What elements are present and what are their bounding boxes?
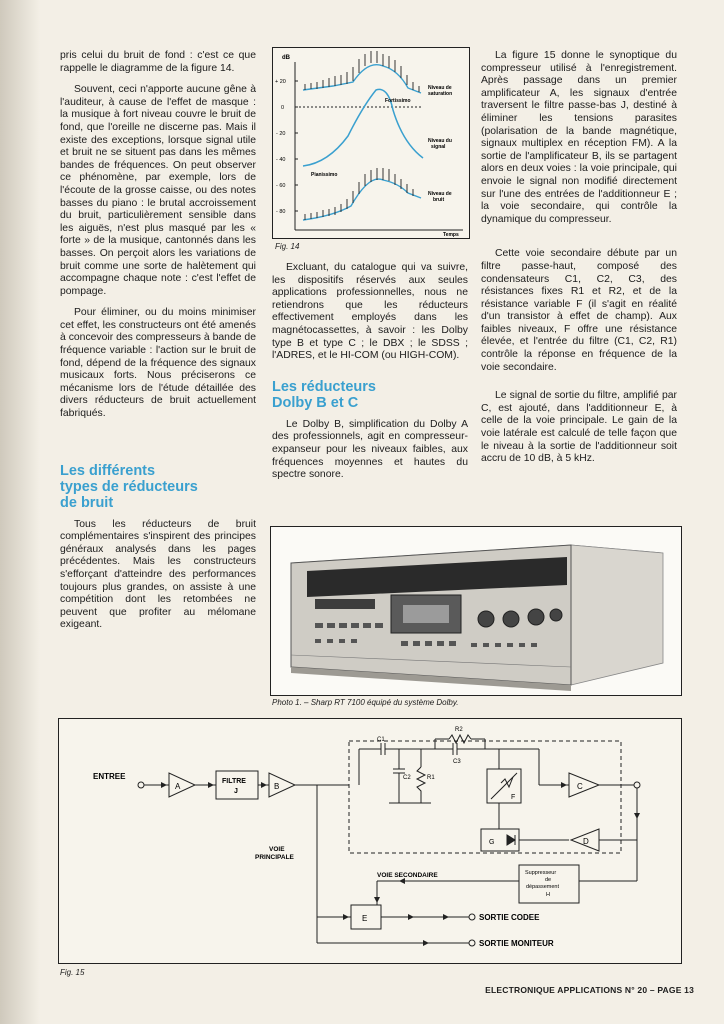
- fig14-unit: dB: [282, 55, 290, 61]
- fig15-entree: ENTREE: [93, 772, 126, 781]
- svg-text:bruit: bruit: [433, 197, 445, 203]
- paragraph: Le signal de sortie du filtre, amplifié par C, est ajouté, dans l'additionneur E, à celle de la voie principale. Le gain de la voie latérale est calculé de telle façon que le niveau à la sortie de l'additionneur soit accru de 10 dB, à 5 kHz.: [481, 390, 677, 465]
- fig15-label-G: G: [489, 839, 495, 846]
- fig14-label-bruit: Niveau de: [428, 191, 452, 197]
- figure-15: [58, 718, 682, 964]
- section-heading: Les différents types de réducteurs de bruit: [60, 462, 198, 511]
- svg-text:signal: signal: [431, 144, 446, 150]
- fig14-label-time: Temps: [443, 232, 459, 238]
- fig15-label-C2: C2: [403, 775, 411, 781]
- fig14-saturation-curve: [303, 65, 421, 93]
- amp-B: [269, 773, 295, 797]
- fig14-chart: [273, 48, 469, 238]
- paragraph: Excluant, du catalogue qui va suivre, les dispositifs réservés aux seules applications professionnelles, nous ne retiendrons que les réducteurs effectivement employés dans les magnétocassettes, à savoir : les Dolby type B et type C ; le DBX ; le SDSS ; l'ADRES, et le HI-COM (ou HIGH-COM).: [272, 262, 468, 362]
- fig15-block-diagram: [59, 719, 681, 963]
- svg-text:PRINCIPALE: PRINCIPALE: [255, 854, 294, 861]
- fig15-label-H: Suppresseur: [525, 870, 557, 876]
- column-right: [481, 50, 677, 475]
- paragraph: Le Dolby B, simplification du Dolby A des professionnels, agit en compresseur-expanseur pour les niveaux faibles, aux fréquences moyennes et hautes du spectre sonore.: [272, 418, 468, 481]
- fig15-label-E: E: [362, 914, 368, 923]
- svg-text:J: J: [234, 788, 238, 795]
- amp-C: [569, 773, 599, 797]
- photo-sharp-rt7100: [270, 526, 682, 696]
- paragraph: Cette voie secondaire débute par un filtre passe-haut, composé des condensateurs C1, C2, C3, des résistances fixes R1 et R2, et de la résistance variable F (il s'agit en réalité d'un transistor à effet de champ). Aux faibles niveaux, F offre une résistance élevée, et l'entrée du filtre (C1, C2, R1) contrôle la réponse en fréquence de la voie secondaire.: [481, 248, 677, 373]
- fig15-sortie-codee: SORTIE CODEE: [479, 913, 540, 922]
- fig15-label-R1: R1: [427, 775, 435, 781]
- fig15-label-C3: C3: [453, 759, 461, 765]
- fig15-label-D: D: [583, 837, 589, 846]
- fig14-tick: - 40: [276, 157, 286, 163]
- fig15-label-B: B: [274, 782, 280, 791]
- paragraph: La figure 15 donne le synoptique du compresseur utilisé à l'enregistrement. Après passage dans un premier amplificateur A, les signaux d'entrée traversent le filtre passe-bas J, destiné à éliminer les tensions parasites (polarisation de la bande magnétique, signaux multiplex en réception FM). A la sortie de l'amplificateur B, ils se partagent alors en deux voies : la voie principale, qui envoie le signal non modifié directement sur l'une des entrées de l'additionneur E ; la voie secondaire, qui contrôle la dynamique du compresseur.: [481, 50, 677, 225]
- page-footer: ELECTRONIQUE APPLICATIONS N° 20 – PAGE 13: [485, 985, 694, 995]
- page-binding-shade: [0, 0, 40, 1024]
- fig15-label-A: A: [175, 782, 181, 791]
- amp-A: [169, 773, 195, 797]
- column-middle: [272, 262, 468, 491]
- fig14-tick: - 20: [276, 131, 286, 137]
- svg-text:saturation: saturation: [428, 91, 453, 97]
- fig14-noise-curve: [303, 179, 421, 220]
- fig14-label-fortissimo: Fortissimo: [385, 98, 411, 104]
- fig14-tick: 0: [281, 105, 285, 111]
- fig15-label-R2: R2: [455, 727, 463, 733]
- fig15-label-F: F: [511, 794, 516, 801]
- paragraph: Pour éliminer, ou du moins minimiser cet effet, les constructeurs ont été amenés à concevoir des compresseurs à bande de fréquence variable : l'action sur le bruit de fond, dépend de la fréquence des signaux musicaux forts. Nous préciserons ce mécanisme lors de l'étude détaillée des divers réducteurs de bruit actuellement fabriqués.: [60, 307, 256, 420]
- fig14-caption: Fig. 14: [275, 242, 300, 251]
- svg-text:dépassement: dépassement: [526, 884, 560, 890]
- svg-text:H: H: [546, 892, 550, 898]
- fig14-label-signal: Niveau du: [428, 138, 452, 144]
- paragraph: Tous les réducteurs de bruit complémentaires s'inspirent des principes généraux analysés dans les pages précédentes. Mais les constructeurs s'efforçant d'atteindre des performances toujours plus grandes, on assiste à une compétition dont les retombées ne peuvent que profiter au mélomane exigeant.: [60, 518, 256, 631]
- column-left: [60, 50, 256, 641]
- fig14-tick: + 20: [275, 79, 286, 85]
- fig14-tick: - 80: [276, 209, 286, 215]
- fig15-label-filtre: FILTRE: [222, 778, 246, 785]
- fig15-sortie-moniteur: SORTIE MONITEUR: [479, 939, 554, 948]
- fig15-voie-principale: VOIE: [269, 846, 285, 853]
- fig14-label-pianissimo: Pianissimo: [311, 172, 338, 178]
- paragraph: pris celui du bruit de fond : c'est ce que rappelle le diagramme de la figure 14.: [60, 50, 256, 74]
- svg-text:de: de: [545, 877, 552, 883]
- cassette-deck-illustration: [271, 527, 681, 695]
- section-heading: Les réducteurs Dolby B et C: [272, 378, 376, 411]
- fig15-caption: Fig. 15: [60, 968, 85, 977]
- fig15-voie-secondaire: VOIE SECONDAIRE: [377, 872, 438, 879]
- fig15-label-C1: C1: [377, 737, 385, 743]
- figure-14: [272, 47, 470, 239]
- paragraph: Souvent, ceci n'apporte aucune gêne à l'auditeur, à cause de l'effet de masque : la musique à fort niveau couvre le bruit de fond, que l'oreille ne discerne pas. Mais il existe des exceptions, lorsque signal utile et bruit ne se situent pas dans les mêmes bandes de fréquences. On peut observer ce phénomène, par exemple, lors de l'écoute de la grosse caisse, ou des notes basses du piano : le brutal accroissement du bruit, particulièrement sensible dans les aiguës, n'est plus masqué par les « forte » de la musique, cantonnés dans les basses. On perçoit alors les variations de bruit comme une sorte de halètement qui accompagne chaque note : c'est l'effet de pompage.: [60, 84, 256, 297]
- fig14-tick: - 60: [276, 183, 286, 189]
- fig14-label-saturation: Niveau de: [428, 85, 452, 91]
- fig15-label-C: C: [577, 782, 583, 791]
- photo-caption: Photo 1. – Sharp RT 7100 équipé du système Dolby.: [272, 698, 459, 707]
